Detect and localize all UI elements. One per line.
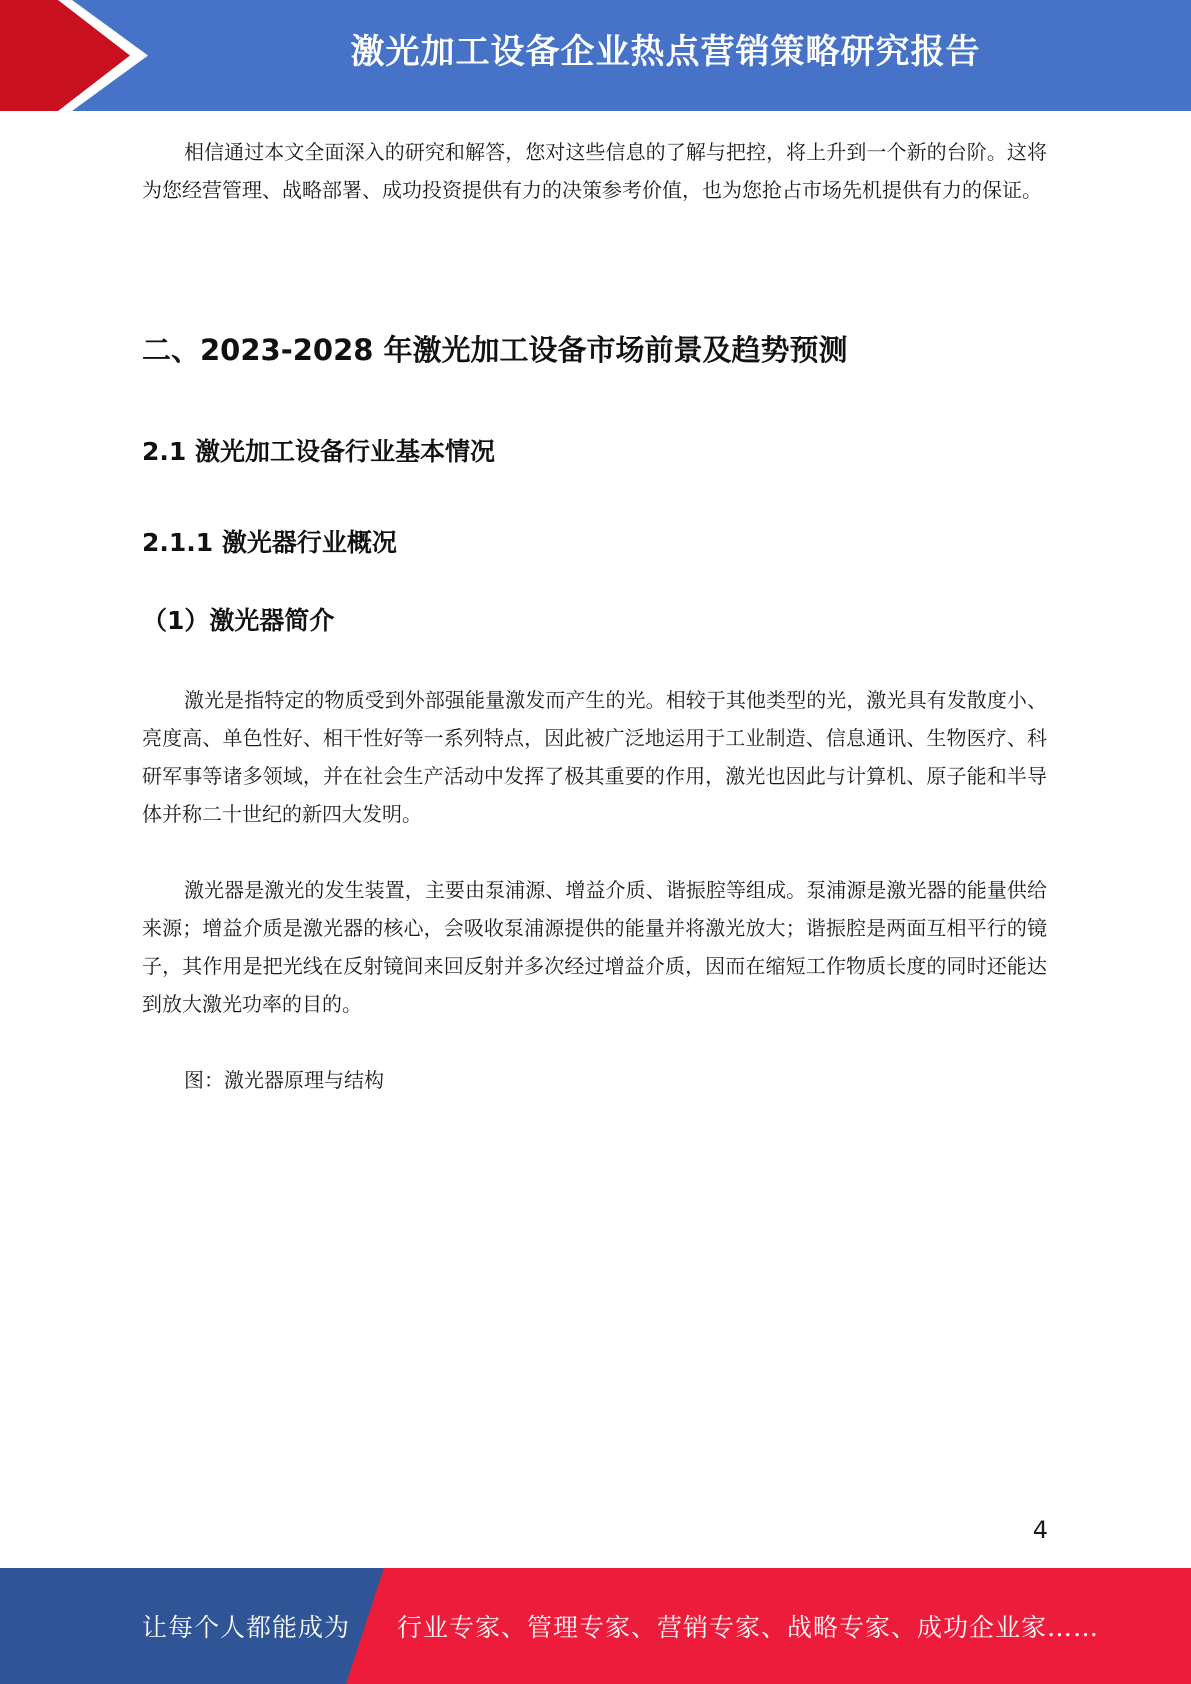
footer-slogan-left: 让每个人都能成为	[142, 1613, 351, 1642]
footer-banner	[0, 1568, 1191, 1684]
figure-caption-block	[142, 1061, 1047, 1099]
subsubsection-heading: 2.1.1 激光器行业概况	[142, 528, 397, 557]
figure-caption: 图：激光器原理与结构	[184, 1068, 384, 1092]
section-heading: 二、2023-2028 年激光加工设备市场前景及趋势预测	[142, 333, 848, 367]
page-number: 4	[1032, 1516, 1048, 1544]
intro-text: 相信通过本文全面深入的研究和解答，您对这些信息的了解与把控，将上升到一个新的台阶。这将为您经营管理、战略部署、成功投资提供有力的决策参考价值，也为您抢占市场先机提供有力的保证。	[142, 140, 1047, 202]
header-arrow-decoration	[0, 0, 160, 111]
laser-text: 激光是指特定的物质受到外部强能量激发而产生的光。相较于其他类型的光，激光具有发散度小、亮度高、单色性好、相干性好等一系列特点，因此被广泛地运用于工业制造、信息通讯、生物医疗、科研军事等诸多领域，并在社会生产活动中发挥了极其重要的作用，激光也因此与计算机、原子能和半导体并称二十世纪的新四大发明。	[142, 688, 1047, 826]
laser-paragraph	[142, 681, 1047, 833]
subsection-heading: 2.1 激光加工设备行业基本情况	[142, 437, 495, 466]
footer-slogan-right: 行业专家、管理专家、营销专家、战略专家、成功企业家……	[397, 1613, 1100, 1642]
section-heading-block	[142, 330, 1047, 370]
header-banner	[0, 0, 1191, 111]
device-text: 激光器是激光的发生装置，主要由泵浦源、增益介质、谐振腔等组成。泵浦源是激光器的能量供给来源；增益介质是激光器的核心，会吸收泵浦源提供的能量并将激光放大；谐振腔是两面互相平行的镜子，其作用是把光线在反射镜间来回反射并多次经过增益介质，因而在缩短工作物质长度的同时还能达到放大激光功率的目的。	[142, 878, 1047, 1016]
item-heading-block	[142, 603, 1047, 639]
device-paragraph	[142, 871, 1047, 1023]
item-heading: （1）激光器简介	[142, 606, 335, 635]
subsubsection-heading-block	[142, 525, 1047, 561]
intro-paragraph	[142, 133, 1047, 209]
report-title: 激光加工设备企业热点营销策略研究报告	[350, 32, 981, 72]
subsection-heading-block	[142, 434, 1047, 470]
